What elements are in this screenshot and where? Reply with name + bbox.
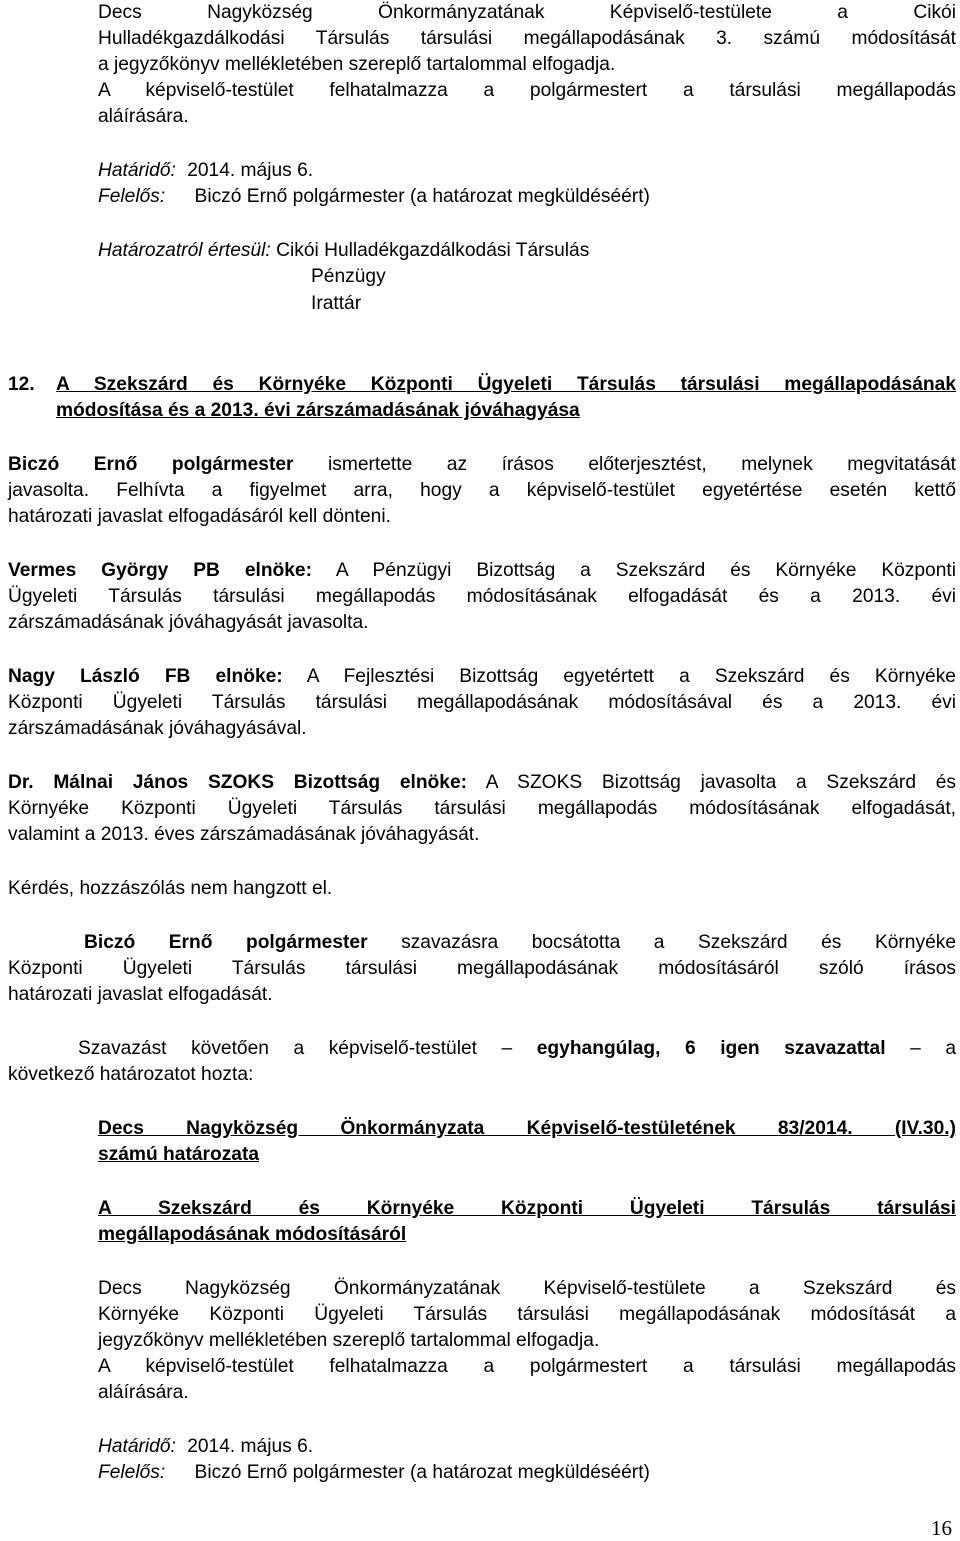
agenda-title-line-1: A Szekszárd és Környéke Központi Ügyeleti Társulás társulási megállapodásának <box>56 374 956 395</box>
vote-end: – a <box>910 1038 956 1059</box>
speaker-name: Vermes György PB elnöke: <box>8 560 312 581</box>
top-block-line-1: Decs Nagyközség Önkormányzatának Képviselő-testülete a Cikói <box>98 2 956 23</box>
resolution-body-line-2: Környéke Központi Ügyeleti Társulás társulási megállapodásának módosítását a <box>98 1304 956 1325</box>
notify-item-3: Irattár <box>311 293 362 314</box>
para-7-line-1 <box>78 1036 956 1062</box>
para-2-text: A Pénzügyi Bizottság a Szekszárd és Környéke Központi <box>335 560 956 581</box>
notify-row <box>98 238 589 264</box>
para-3-text: A Fejlesztési Bizottság egyetértett a Szekszárd és Környéke <box>306 666 956 687</box>
top-block-line-5: aláírására. <box>98 106 189 127</box>
para-4-line-3: valamint a 2013. éves zárszámadásának jóváhagyását. <box>8 824 480 845</box>
para-2-line-3: zárszámadásának jóváhagyását javasolta. <box>8 612 369 633</box>
vote-intro: Szavazást követően a képviselő-testület <box>78 1038 477 1059</box>
notify-label: Határozatról értesül: <box>98 240 271 261</box>
para-1-text: ismertette az írásos előterjesztést, melynek megvitatását <box>328 454 956 475</box>
notify-item-1: Cikói Hulladékgazdálkodási Társulás <box>276 240 590 261</box>
para-6-text: szavazásra bocsátotta a Szekszárd és Környéke <box>401 932 956 953</box>
para-3-line-1 <box>8 664 956 690</box>
speaker-name: Dr. Málnai János SZOKS Bizottság elnöke: <box>8 772 468 793</box>
top-block-line-4: A képviselő-testület felhatalmazza a polgármestert a társulási megállapodás <box>98 80 956 101</box>
resolution-body-line-4: A képviselő-testület felhatalmazza a polgármestert a társulási megállapodás <box>98 1356 956 1377</box>
resolution-subject-line-1: A Szekszárd és Környéke Központi Ügyeleti Társulás társulási <box>98 1198 956 1219</box>
responsible-label: Felelős: <box>98 186 166 207</box>
para-3-line-3: zárszámadásának jóváhagyásával. <box>8 718 307 739</box>
para-7-line-2: következő határozatot hozta: <box>8 1064 254 1085</box>
para-6-line-1 <box>84 930 956 956</box>
responsible-value: Biczó Ernő polgármester (a határozat megküldéséért) <box>194 1462 650 1483</box>
responsible-label: Felelős: <box>98 1462 166 1483</box>
resolution-title-line-2: számú határozata <box>98 1144 260 1165</box>
deadline-label: Határidő: <box>98 1436 176 1457</box>
para-3-line-2: Központi Ügyeleti Társulás társulási megállapodásának módosításával és a 2013. évi <box>8 692 956 713</box>
top-responsible <box>98 184 650 210</box>
top-deadline <box>98 158 313 184</box>
vote-result: egyhangúlag, 6 igen szavazattal <box>536 1038 886 1059</box>
top-block-line-2: Hulladékgazdálkodási Társulás társulási megállapodásának 3. számú módosítását <box>98 28 956 49</box>
resolution-body-line-5: aláírására. <box>98 1382 189 1403</box>
speaker-name: Nagy László FB elnöke: <box>8 666 283 687</box>
para-4-line-1 <box>8 770 956 796</box>
vote-dash: – <box>501 1038 513 1059</box>
agenda-title-line-2: módosítása és a 2013. évi zárszámadásának jóváhagyása <box>56 400 580 421</box>
para-1-line-3: határozati javaslat elfogadásáról kell dönteni. <box>8 506 391 527</box>
para-2-line-2: Ügyeleti Társulás társulási megállapodás módosításának elfogadását és a 2013. évi <box>8 586 956 607</box>
responsible-value: Biczó Ernő polgármester (a határozat megküldéséért) <box>194 186 650 207</box>
para-1-line-1 <box>8 452 956 478</box>
para-1-line-2: javasolta. Felhívta a figyelmet arra, hogy a képviselő-testület egyetértése esetén kettő <box>8 480 956 501</box>
page-number: 16 <box>931 1516 952 1540</box>
para-2-line-1 <box>8 558 956 584</box>
deadline-label: Határidő: <box>98 160 176 181</box>
para-6-line-3: határozati javaslat elfogadását. <box>8 984 273 1005</box>
resolution-responsible <box>98 1460 650 1486</box>
para-6-line-2: Központi Ügyeleti Társulás társulási megállapodásának módosításáról szóló írásos <box>8 958 956 979</box>
resolution-title-line-1: Decs Nagyközség Önkormányzata Képviselő-testületének 83/2014. (IV.30.) <box>98 1118 956 1139</box>
resolution-deadline <box>98 1434 313 1460</box>
notify-item-2: Pénzügy <box>311 266 386 287</box>
resolution-body-line-3: jegyzőkönyv mellékletében szereplő tartalommal elfogadja. <box>98 1330 600 1351</box>
para-5: Kérdés, hozzászólás nem hangzott el. <box>8 878 333 899</box>
speaker-name: Biczó Ernő polgármester <box>84 932 368 953</box>
resolution-body-line-1: Decs Nagyközség Önkormányzatának Képviselő-testülete a Szekszárd és <box>98 1278 956 1299</box>
speaker-name: Biczó Ernő polgármester <box>8 454 294 475</box>
deadline-value: 2014. május 6. <box>187 160 314 181</box>
top-block-line-3: a jegyzőkönyv mellékletében szereplő tartalommal elfogadja. <box>98 54 616 75</box>
agenda-number: 12. <box>8 374 35 395</box>
resolution-subject-line-2: megállapodásának módosításáról <box>98 1224 407 1245</box>
deadline-value: 2014. május 6. <box>187 1436 314 1457</box>
para-4-line-2: Környéke Központi Ügyeleti Társulás társulási megállapodás módosításának elfogadását, <box>8 798 956 819</box>
para-4-text: A SZOKS Bizottság javasolta a Szekszárd és <box>485 772 956 793</box>
